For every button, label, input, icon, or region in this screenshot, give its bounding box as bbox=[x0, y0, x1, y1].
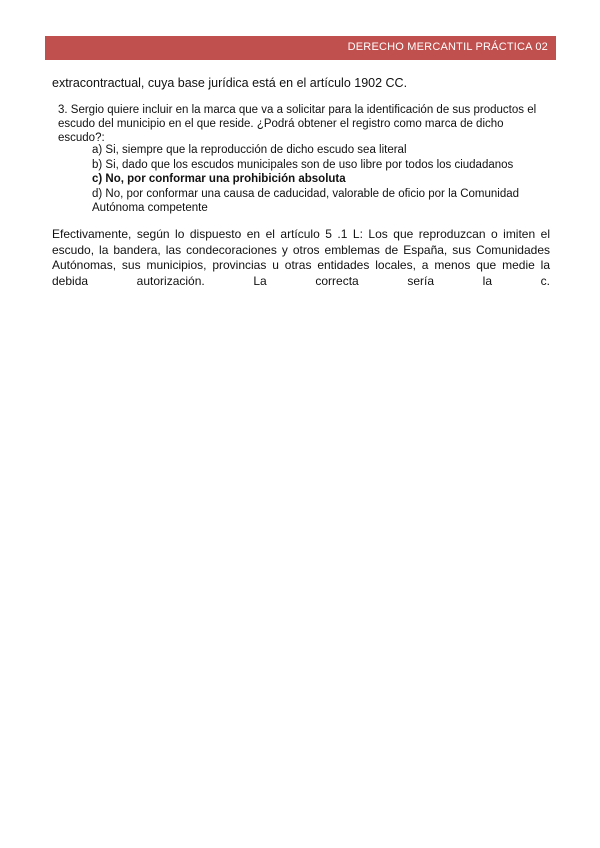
answer-options bbox=[92, 143, 552, 216]
header-title: DERECHO MERCANTIL PRÁCTICA 02 bbox=[347, 41, 548, 53]
header-bar bbox=[45, 36, 556, 60]
option-d: d) No, por conformar una causa de caducidad, valorable de oficio por la Comunidad Autónoma competente bbox=[92, 187, 520, 214]
option-c-correct: c) No, por conformar una prohibición absoluta bbox=[92, 173, 346, 185]
question-text: 3. Sergio quiere incluir en la marca que va a solicitar para la identificación de sus productos el escudo del municipio en el que reside. ¿Podrá obtener el registro como marca de dicho escudo?: bbox=[58, 104, 537, 144]
explanation-paragraph: Efectivamente, según lo dispuesto en el artículo 5 .1 L: Los que reproduzcan o imiten el escudo, la bandera, las condecoraciones y otros emblemas de España, sus Comunidades Autónomas, sus municipios, provincias u otras entidades locales, a menos que medie la debida autorización. La correcta sería la c. bbox=[52, 227, 550, 288]
option-a: a) Si, siempre que la reproducción de dicho escudo sea literal bbox=[92, 144, 407, 156]
option-b: b) Si, dado que los escudos municipales son de uso libre por todos los ciudadanos bbox=[92, 158, 514, 171]
continuation-paragraph: extracontractual, cuya base jurídica está en el artículo 1902 CC. bbox=[52, 76, 408, 90]
